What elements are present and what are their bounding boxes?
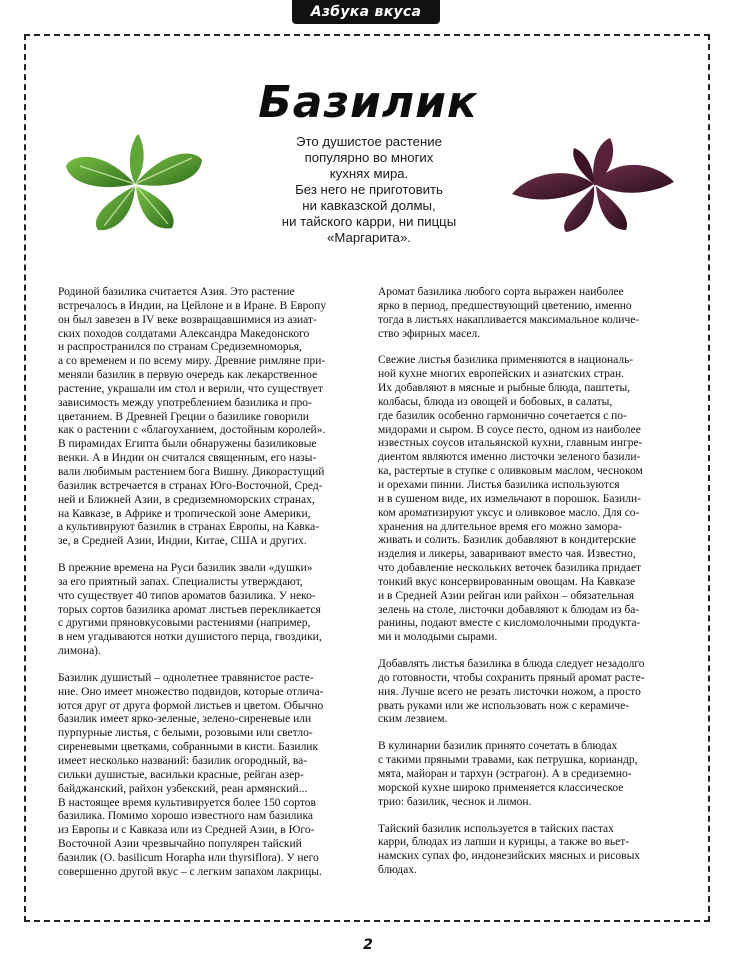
section-header-tab [292,0,440,24]
right-text-column [378,286,682,878]
purple-basil-image [508,134,678,234]
paragraph: Родиной базилика считается Азия. Это растение встречалось в Индии, на Цейлоне и в Иране. В Европу он был завезен в IV веке возвращавшимися из азиат- ских походов солдатами Александра Македонского и распространился по странам Средиземноморья, а со временем и по всему миру. Древние римляне при- меняли базилик в первую очередь как лекарственное растение, украшали им стол и верили, что существует зависимость между употреблением базилика и про- цветанием. В Древней Греции о базилике говорили как о растении с «благоуханием, достойным королей». В пирамидах Египта были обнаружены базиликовые венки. А в Индии он считался священным, его назы- вали любимым растением бога Вишну. Дикорастущий базилик встречается в странах Юго-Восточной, Сред- ней и Ближней Азии, в средиземноморских странах, на Кавказе, в Африке и тропической зоне Америки, а культивируют базилик в странах Европы, на Кавка- зе, в Средней Азии, Индии, Китае, США и других. [58,286,327,548]
paragraph: Добавлять листья базилика в блюда следует незадолго до готовности, чтобы сохранить пряный аромат расте- ния. Лучше всего не резать листочки ножом, а просто рвать руками или же использовать нож с керамиче- ским лезвием. [378,658,645,726]
intro-paragraph: Это душистое растение популярно во многих кухнях мира. Без него не приготовить ни кавказской долмы, ни тайского карри, ни пиццы «Маргарита». [281,134,457,245]
green-basil-image [60,126,210,236]
left-text-column [58,286,364,880]
page-number: 2 [363,937,373,953]
paragraph: В кулинарии базилик принято сочетать в блюдах с такими пряными травами, как петрушка, кориандр, мята, майоран и тархун (эстрагон). А в средиземно- морской кухне широко применяется классическое трио: базилик, чеснок и лимон. [378,740,638,808]
paragraph: Свежие листья базилика применяются в националь- ной кухне многих европейских и азиатских стран. Их добавляют в мясные и рыбные блюда, паштеты, колбасы, блюда из овощей и бобовых, в салаты, где базилик особенно гармонично сочетается с по- мидорами и сыром. В соусе песто, одном из наиболее известных соусов итальянской кухни, главным ингре- диентом являются именно листочки зеленого базили- ка, растертые в ступке с оливковым маслом, чесноком и орехами пинии. Листья базилика используются и в сушеном виде, их измельчают в порошок. Базили- ком ароматизируют уксус и оливковое масло. Для со- хранения на длительное время его можно заморa- живать и солить. Базилик добавляют в кондитерские изделия и ликеры, заваривают вместо чая. Известно, что добавление нескольких веточек базилика придает тонкий вкус консервированным овощам. На Кавказе и в Средней Азии рейган или райхон – обязательная зелень на столе, листочки добавляют к блюдам из ба- ранины, подают вместе с кисломолочными продукта- ми и молодыми сырами. [378,354,643,644]
section-label: Азбука вкуса [310,4,422,20]
paragraph: Тайский базилик используется в тайских пастах карри, блюдах из лапши и курицы, а также во вьет- намских супах фо, индонезийских мясных и рисовых блюдах. [378,822,641,877]
paragraph: Аромат базилика любого сорта выражен наиболее ярко в период, предшествующий цветению, именно тогда в листьях накапливается максимальное количе- ство эфирных масел. [378,286,640,340]
paragraph: Базилик душистый – однолетнее травянистое расте- ние. Оно имеет множество подвидов, которые отлича- ются друг от друга формой листьев и цветом. Обычно базилик имеет ярко-зеленые, зелено-сиреневые или пурпурные листья, с белыми, розовыми или светло- сиреневыми цветками, собранными в кисти. Базилик имеет несколько названий: базилик огородный, ва- сильки душистые, васильки красные, рейган азер- байджанский, райхон узбекский, реан армянский... В настоящее время культивируется более 150 сортов базилика. Помимо хорошо известного нам базилика из Европы и с Кавказа или из Средней Азии, в Юго- Восточной Азии чрезвычайно популярен тайский базилик (O. basilicum Horapha или thyrsiflora). У него совершенно другой вкус – с легким запахом лакрицы. [58,671,324,878]
paragraph: В прежние времена на Руси базилик звали «душки» за его приятный запах. Специалисты утверждают, что существует 40 типов ароматов базилика. У неко- торых сортов базилика аромат листьев перекликается с другими пряновкусовыми растениями (например, в нем угадываются нотки душистого перца, гвоздики, лимона). [58,562,322,658]
page-title: Базилик [258,77,478,129]
intro-text [258,134,480,246]
